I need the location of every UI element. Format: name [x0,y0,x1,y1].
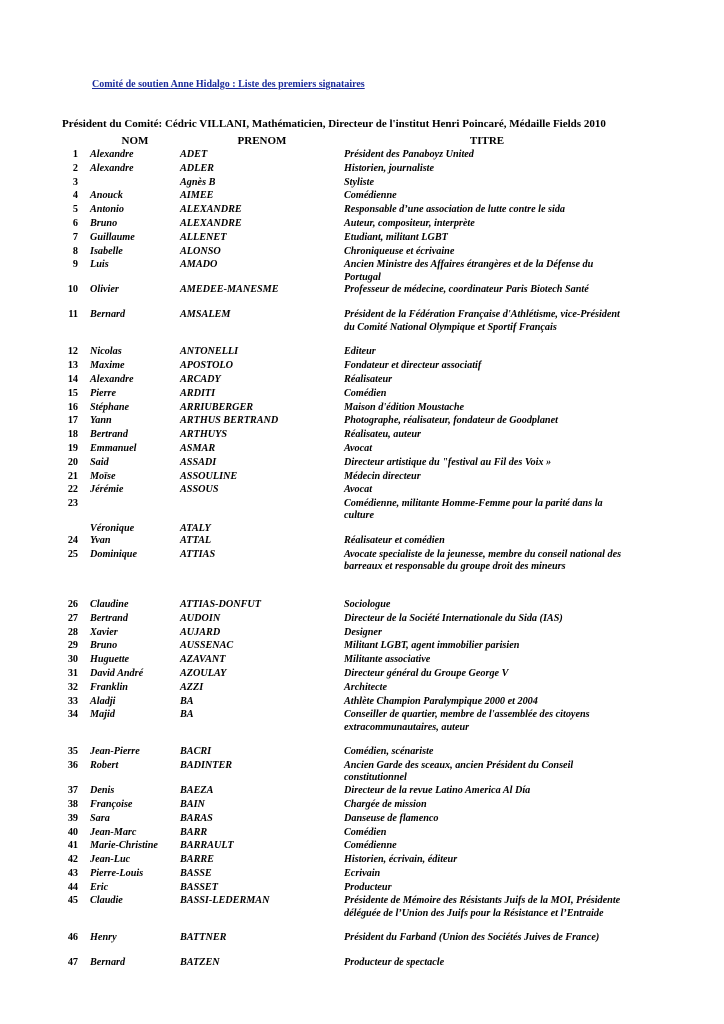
last-name: AMSALEM [180,309,231,321]
table-row [60,813,630,827]
first-name: Denis [90,785,115,797]
last-name: ATALY [180,522,211,534]
first-name: Said [90,456,109,468]
first-name: Yvan [90,535,111,547]
last-name: ARRIUBERGER [180,401,254,413]
table-row [60,429,630,443]
first-name: Bertrand [90,429,128,441]
last-name: AZAVANT [180,654,226,666]
last-name: ARTHUS BERTRAND [180,415,279,427]
first-name: Henry [90,932,117,944]
last-name: ASSADI [180,456,217,468]
title-cell: Militante associative [344,654,431,666]
row-number: 46 [67,932,78,944]
first-name: Jean-Pierre [90,746,140,758]
title-cell: Comédienne [344,840,397,852]
row-number: 31 [67,667,78,679]
first-name: Alexandre [90,162,134,174]
title-cell: Etudiant, militant LGBT [344,231,448,243]
first-name: Claudie [90,895,123,907]
first-name: Guillaume [90,231,135,243]
title-cell: Sociologue [344,598,391,610]
row-number: 9 [72,259,78,271]
row-number: 13 [67,360,78,372]
title-cell: Comédien [344,387,387,399]
first-name: Eric [90,881,109,893]
table-row [60,218,630,232]
row-number: 6 [72,217,78,229]
first-name: Dominique [90,548,137,560]
table-body [60,149,630,971]
first-name: Pierre [90,387,117,399]
row-number: 18 [67,429,78,441]
row-number: 19 [67,442,78,454]
last-name: ANTONELLI [180,346,239,358]
row-number: 45 [67,895,78,907]
table-row [60,346,630,360]
first-name: Bernard [90,309,126,321]
table-row [60,535,630,549]
last-name: ALONSO [180,245,221,257]
last-name: AUDOIN [180,612,221,624]
last-name: BASSI-LEDERMAN [180,895,270,907]
first-name: Isabelle [90,245,123,257]
title-cell: Réalisateur [344,373,393,385]
title-cell: Comédien [344,826,387,838]
first-name: Nicolas [90,346,122,358]
first-name: Jérémie [90,484,124,496]
table-row [60,957,630,971]
row-number: 43 [67,867,78,879]
table-row [60,415,630,429]
last-name: BARRAULT [180,840,234,852]
last-name: AUSSENAC [180,640,234,652]
row-number: 10 [67,284,78,296]
first-name: Maxime [90,360,125,372]
last-name: BATTNER [180,932,227,944]
table-row [60,149,630,163]
title-cell: Avocat [344,484,373,496]
first-name: Sara [90,812,110,824]
title-cell: Comédienne, militante Homme-Femme pour la parité dans la culture [344,498,603,522]
table-row [60,388,630,402]
table-row [60,932,630,957]
title-cell: Historien, journaliste [344,162,435,174]
last-name: ATTAL [180,535,212,547]
title-cell: Designer [344,626,382,638]
title-cell: Maison d'édition Moustache [344,401,465,413]
table-row [60,549,630,599]
title-cell: Auteur, compositeur, interprète [344,217,475,229]
title-cell: Professeur de médecine, coordinateur Paris Biotech Santé [344,284,589,296]
title-cell: Athlète Champion Paralympique 2000 et 2004 [344,695,538,707]
table-row [60,854,630,868]
first-name: Françoise [90,798,133,810]
document-title-link[interactable]: Comité de soutien Anne Hidalgo : Liste des premiers signataires [92,79,365,90]
title-cell: Producteur de spectacle [344,957,445,969]
last-name: AZOULAY [180,667,227,679]
first-name: Franklin [90,681,128,693]
last-name: BARAS [180,812,213,824]
row-number: 38 [67,798,78,810]
table-row [60,284,630,309]
last-name: BARRE [180,854,214,866]
table-row [60,457,630,471]
title-cell: Directeur général du Groupe George V [344,667,509,679]
title-cell: Militant LGBT, agent immobilier parisien [344,640,520,652]
table-row [60,696,630,710]
last-name: ADET [180,149,208,160]
row-number: 11 [68,309,78,321]
first-name: Stéphane [90,401,130,413]
last-name: ADLER [180,162,214,174]
first-name: Yann [90,415,112,427]
row-number: 30 [67,654,78,666]
row-number: 5 [72,204,78,216]
last-name: ARTHUYS [180,429,227,441]
first-name: Véronique [90,522,135,534]
first-name: Alexandre [90,149,134,160]
row-number: 36 [67,760,78,772]
row-number: 17 [67,415,78,427]
last-name: BA [180,709,194,721]
last-name: ALLENET [180,231,227,243]
last-name: AZZI [180,681,204,693]
table-row [60,668,630,682]
title-cell: Médecin directeur [344,470,421,482]
first-name: Antonio [90,204,124,216]
row-number: 32 [67,681,78,693]
last-name: ARDITI [180,387,216,399]
row-number: 12 [67,346,78,358]
table-row [60,374,630,388]
row-number: 4 [72,190,78,202]
table-row [60,190,630,204]
table-row [60,682,630,696]
last-name: ATTIAS-DONFUT [180,598,261,610]
first-name: Bertrand [90,612,128,624]
title-cell: Fondateur et directeur associatif [344,360,482,372]
last-name: AIMEE [180,190,214,202]
table-row [60,471,630,485]
title-cell: Chroniqueuse et écrivaine [344,245,455,257]
first-name: Emmanuel [90,442,137,454]
first-name: Anouck [90,190,123,202]
last-name: BA [180,695,194,707]
table-row [60,882,630,896]
last-name: BASSET [180,881,218,893]
first-name: Claudine [90,598,129,610]
table-row [60,868,630,882]
title-cell: Réalisateu, auteur [344,429,421,441]
last-name: AUJARD [180,626,221,638]
title-cell: Directeur artistique du "festival au Fil des Voix » [344,456,552,468]
last-name: BARR [180,826,208,838]
title-cell: Ecrivain [344,867,381,879]
title-cell: Avocate specialiste de la jeunesse, membre du conseil national des barreaux et responsable du groupe droit des mineurs [344,548,622,573]
first-name: Huguette [90,654,130,666]
row-number: 22 [67,484,78,496]
first-name: Bruno [90,217,118,229]
row-number: 29 [67,640,78,652]
title-cell: Comédien, scénariste [344,746,434,758]
row-number: 2 [72,162,78,174]
first-name: Jean-Luc [90,854,131,866]
first-name: Jean-Marc [90,826,137,838]
row-number: 23 [67,498,78,510]
title-cell: Producteur [344,881,392,893]
table-row [60,613,630,627]
table-row [60,163,630,177]
signatories-table [60,133,630,971]
title-cell: Ancien Garde des sceaux, ancien Président du Conseil constitutionnel [344,760,574,784]
first-name: Luis [90,259,109,271]
title-cell: Comédienne [344,190,397,202]
title-cell: Chargée de mission [344,798,427,810]
title-cell: Avocat [344,442,373,454]
table-row [60,746,630,760]
row-number: 3 [72,176,78,188]
row-number: 16 [67,401,78,413]
table-row [60,627,630,641]
table-row [60,498,630,535]
table-row [60,799,630,813]
first-name: Aladji [90,695,116,707]
last-name: ASSOULINE [180,470,238,482]
title-cell: Architecte [344,681,388,693]
first-name: Majid [90,709,115,721]
row-number: 39 [67,812,78,824]
first-name [90,177,180,191]
title-cell: Président des Panaboyz United [344,149,474,160]
first-name: Bruno [90,640,118,652]
last-name: Agnès B [180,176,216,188]
row-number: 20 [67,456,78,468]
table-row [60,654,630,668]
last-name: AMADO [180,259,218,271]
first-name: Olivier [90,284,119,296]
title-cell: Ancien Ministre des Affaires étrangères et de la Défense du Portugal [344,259,594,283]
table-row [60,760,630,785]
last-name: APOSTOLO [180,360,234,372]
header-titre: TITRE [469,135,505,147]
row-number: 8 [72,245,78,257]
table-row [60,246,630,260]
table-header-row [60,133,630,149]
table-row [60,443,630,457]
last-name: ALEXANDRE [180,204,242,216]
row-number: 37 [67,785,78,797]
row-number: 44 [67,881,78,893]
title-cell: Danseuse de flamenco [344,812,439,824]
first-name: Robert [90,760,119,772]
first-name: Marie-Christine [90,840,158,852]
row-number: 40 [67,826,78,838]
table-row [60,840,630,854]
title-cell: Réalisateur et comédien [344,535,445,547]
row-number: 42 [67,854,78,866]
president-line: Président du Comité: Cédric VILLANI, Mathématicien, Directeur de l'institut Henri Poincaré, Médaille Fields 2010 [62,118,606,130]
title-cell: Responsable d’une association de lutte contre le sida [344,204,566,216]
row-number: 7 [72,231,78,243]
table-row [60,599,630,613]
first-name: Pierre-Louis [90,867,144,879]
title-cell: Conseiller de quartier, membre de l'assemblée des citoyens extracommunautaires, auteur [344,709,590,733]
first-name: Xavier [90,626,118,638]
table-row [60,259,630,284]
title-cell: Editeur [344,346,376,358]
first-name: David André [90,667,144,679]
last-name: BAEZA [180,785,214,797]
first-name: Bernard [90,957,126,969]
last-name: BASSE [180,867,212,879]
row-number: 14 [67,373,78,385]
row-number: 41 [67,840,78,852]
table-row [60,709,630,746]
title-cell: Directeur de la Société Internationale du Sida (IAS) [344,612,563,624]
row-number: 35 [67,746,78,758]
table-row [60,204,630,218]
row-number: 26 [67,598,78,610]
table-row [60,402,630,416]
header-nom: NOM [121,135,149,147]
row-number: 1 [72,149,78,160]
last-name: ASSOUS [180,484,219,496]
table-row [60,360,630,374]
title-cell: Directeur de la revue Latino America Al Día [344,785,531,797]
table-row [60,177,630,191]
first-name: Alexandre [90,373,134,385]
last-name: ALEXANDRE [180,217,242,229]
last-name: ATTIAS [180,548,216,560]
last-name: ARCADY [180,373,221,385]
title-cell: Président de la Fédération Française d'Athlétisme, vice-Président du Comité National Olympique et Sportif Français [344,309,620,333]
last-name: AMEDEE-MANESME [180,284,279,296]
table-row [60,309,630,346]
row-number: 34 [67,709,78,721]
title-cell: Styliste [344,176,374,188]
last-name: BADINTER [180,760,233,772]
table-row [60,895,630,932]
row-number: 24 [67,535,78,547]
row-number: 21 [67,470,78,482]
row-number: 33 [67,695,78,707]
table-row [60,484,630,498]
title-cell: Présidente de Mémoire des Résistants Juifs de la MOI, Présidente déléguée de l’Union des Juifs pour la Résistance et l’Entraide [344,895,621,919]
table-row [60,232,630,246]
first-name: Moïse [90,470,116,482]
row-number: 47 [67,957,78,969]
title-cell: Photographe, réalisateur, fondateur de Goodplanet [344,415,558,427]
last-name: BACRI [180,746,212,758]
last-name: BATZEN [180,957,220,969]
table-row [60,640,630,654]
table-row [60,827,630,841]
title-cell: Historien, écrivain, éditeur [344,854,458,866]
header-prenom: PRENOM [237,135,287,147]
row-number: 15 [67,387,78,399]
row-number: 25 [67,548,78,560]
row-number: 27 [67,612,78,624]
title-cell: Président du Farband (Union des Sociétés Juives de France) [344,932,600,944]
last-name: ASMAR [180,442,216,454]
table-row [60,785,630,799]
row-number: 28 [67,626,78,638]
last-name: BAIN [180,798,205,810]
